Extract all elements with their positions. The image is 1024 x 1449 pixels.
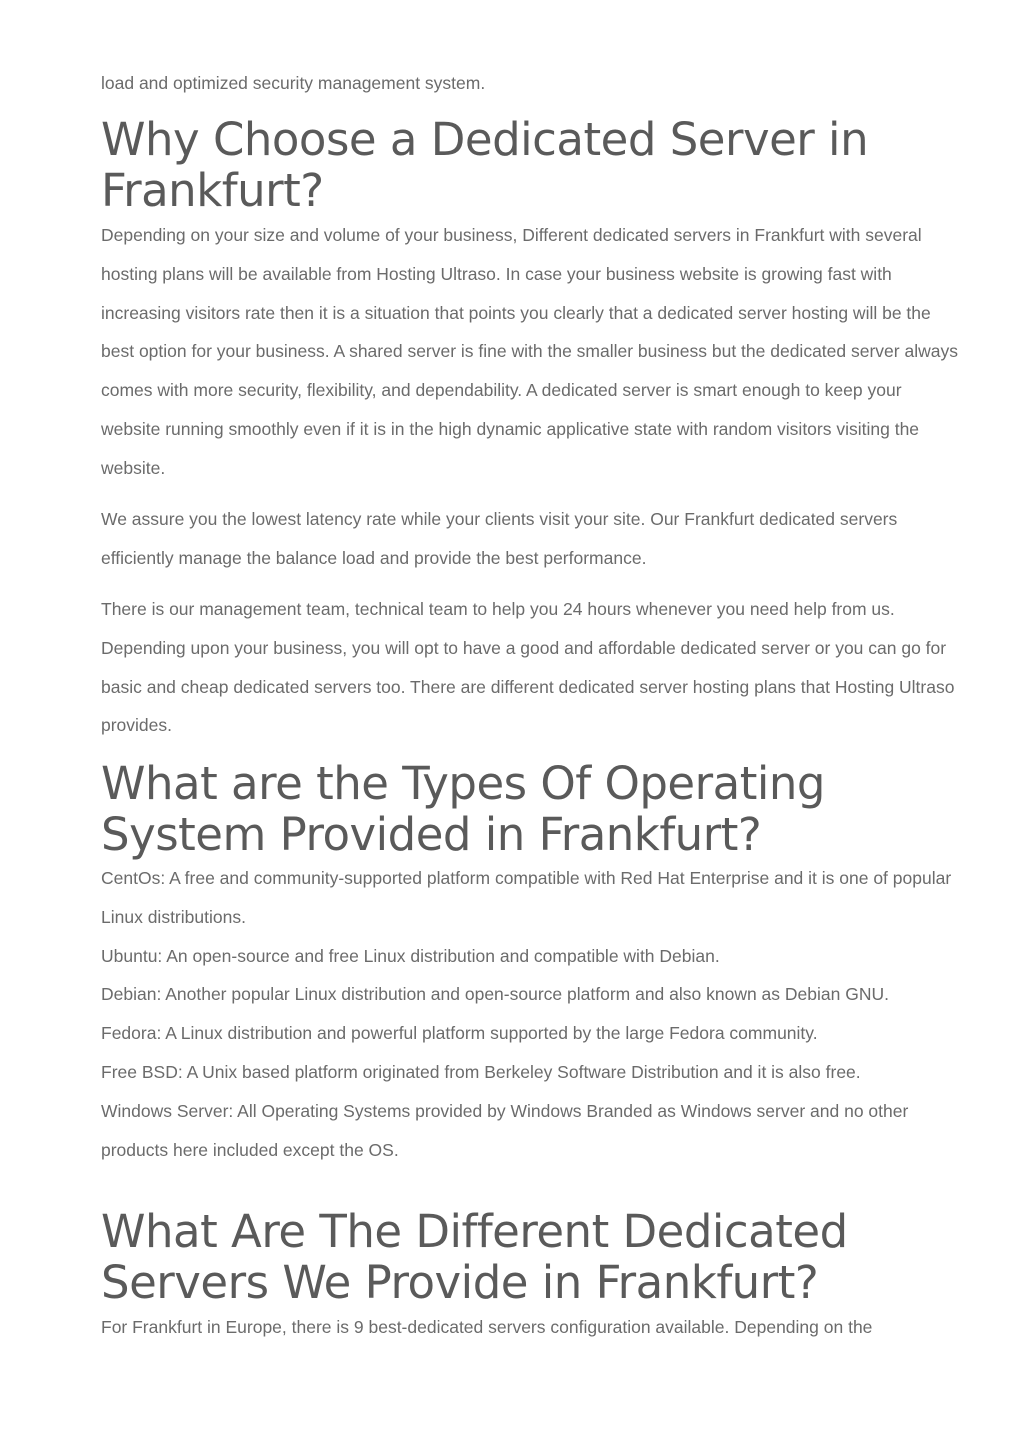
os-item-ubuntu: Ubuntu: An open-source and free Linux distribution and compatible with Debian. (101, 945, 720, 966)
section-heading-server-types: What Are The Different Dedicated Servers We Provide in Frankfurt? (101, 1205, 848, 1309)
section-heading-os-types: What are the Types Of Operating System Provided in Frankfurt? (101, 757, 825, 861)
section1-paragraph-2: We assure you the lowest latency rate while your clients visit your site. Our Frankfurt dedicated servers efficiently manage the balance load and provide the best performance. (101, 509, 898, 568)
os-item-centos: CentOs: A free and community-supported platform compatible with Red Hat Enterprise and it is one of popular Linux distributions. (101, 868, 952, 927)
os-item-freebsd: Free BSD: A Unix based platform originated from Berkeley Software Distribution and it is also free. (101, 1061, 861, 1082)
section-heading-why-dedicated: Why Choose a Dedicated Server in Frankfurt? (101, 113, 869, 217)
os-item-windows-server: Windows Server: All Operating Systems provided by Windows Branded as Windows server and no other products here included except the OS. (101, 1100, 909, 1160)
section1-paragraph-1: Depending on your size and volume of your business, Different dedicated servers in Frankfurt with several hosting plans will be available from Hosting Ultraso. In case your business website is growing fast with increasing visitors rate then it is a situation that points you clearly that a dedicated server hosting will be the best option for your business. A shared server is fine with the smaller business but the dedicated server always comes with more security, flexibility, and dependability. A dedicated server is smart enough to keep your website running smoothly even if it is in the high dynamic applicative state with random visitors visiting the website. (101, 225, 958, 478)
os-item-fedora: Fedora: A Linux distribution and powerful platform supported by the large Fedora community. (101, 1023, 818, 1044)
os-list (101, 859, 961, 1169)
section3-paragraph: For Frankfurt in Europe, there is 9 best-dedicated servers configuration available. Depending on the (101, 1317, 873, 1337)
os-item-debian: Debian: Another popular Linux distribution and open-source platform and also known as Debian GNU. (101, 984, 889, 1005)
intro-tail-text: load and optimized security management system. (101, 73, 486, 93)
section1-paragraph-3: There is our management team, technical team to help you 24 hours whenever you need help from us. Depending upon your business, you will opt to have a good and affordable dedicated server or you can go for basic and cheap dedicated servers too. There are different dedicated server hosting plans that Hosting Ultraso provides. (101, 599, 955, 736)
